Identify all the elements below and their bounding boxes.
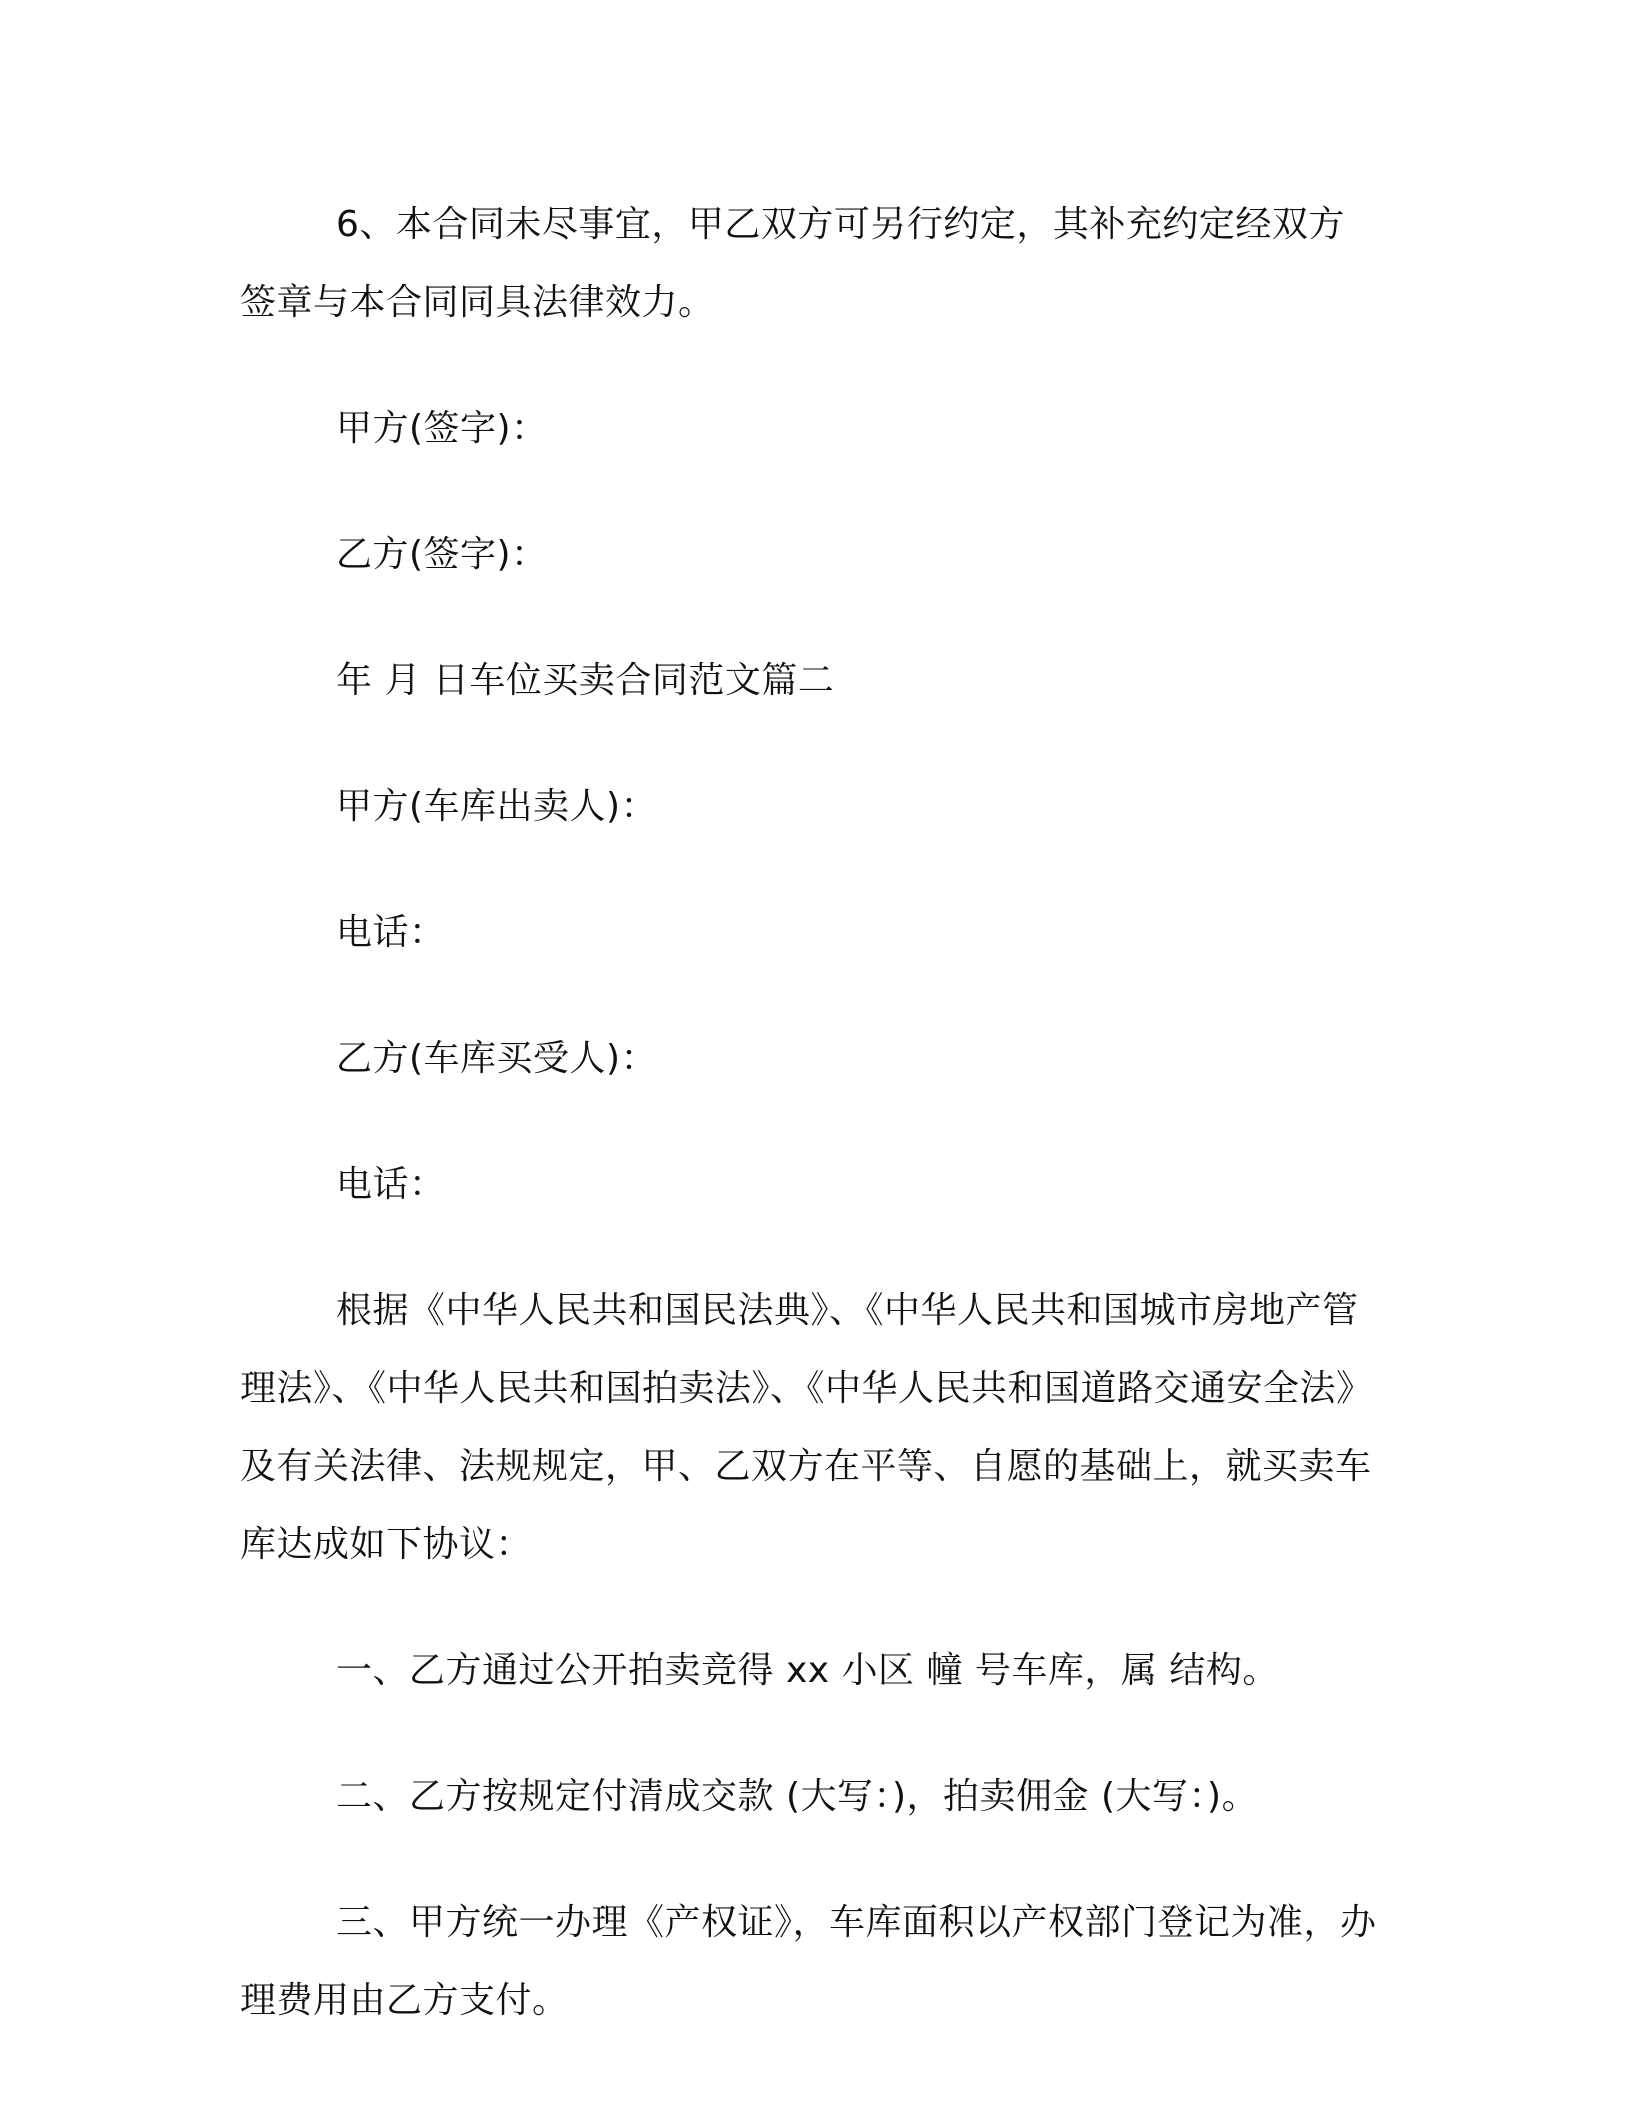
party-b-phone: 电话：: [336, 1164, 446, 1205]
document-body: [240, 186, 1380, 2088]
party-a-phone: 电话：: [336, 912, 446, 953]
party-b-signature-line: 乙方(签字)：: [336, 534, 548, 575]
clause-3-property-certificate: 三、甲方统一办理《产权证》，车库面积以产权部门登记为准，办理费用由乙方支付。: [240, 1902, 1377, 2021]
party-a-garage-seller: 甲方(车库出卖人)：: [336, 786, 658, 827]
clause-1-auction-purchase: 一、乙方通过公开拍卖竞得 xx 小区 幢 号车库，属 结构。: [336, 1650, 1279, 1691]
clause-6-supplementary-agreement: 6、本合同未尽事宜，甲乙双方可另行约定，其补充约定经双方签章与本合同同具法律效力。: [240, 204, 1345, 323]
party-a-signature-line: 甲方(签字)：: [336, 408, 548, 449]
legal-basis-paragraph: 根据《中华人民共和国民法典》、《中华人民共和国城市房地产管理法》、《中华人民共和国拍卖法》、《中华人民共和国道路交通安全法》及有关法律、法规规定，甲、乙双方在平等、自愿的基础上，就买卖车库达成如下协议：: [240, 1290, 1373, 1565]
date-and-section-title: 年 月 日车位买卖合同范文篇二: [336, 660, 835, 701]
party-b-garage-buyer: 乙方(车库买受人)：: [336, 1038, 658, 1079]
clause-2-payment: 二、乙方按规定付清成交款 (大写：)，拍卖佣金 (大写：)。: [336, 1776, 1259, 1817]
